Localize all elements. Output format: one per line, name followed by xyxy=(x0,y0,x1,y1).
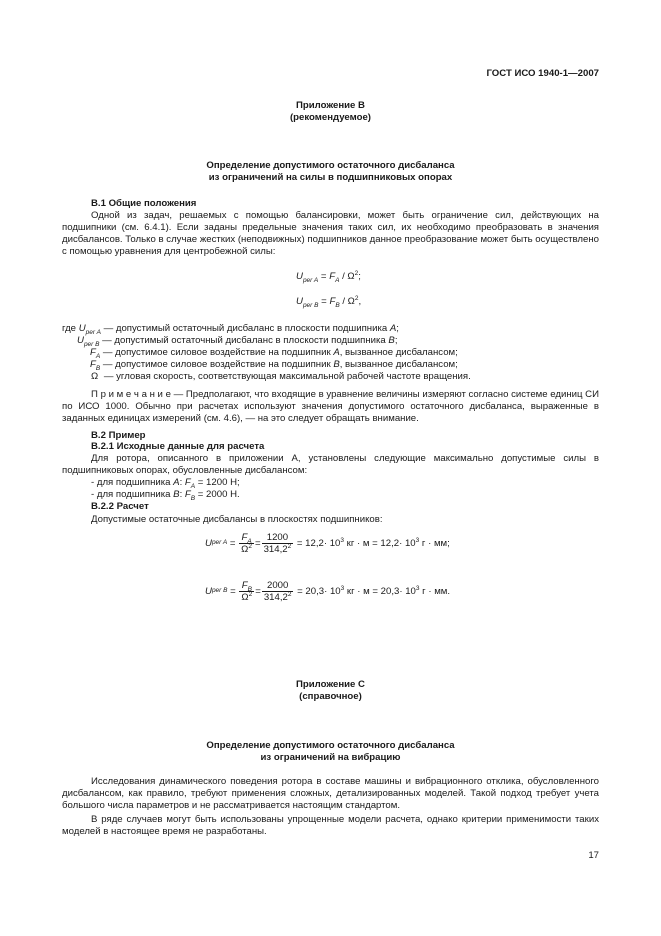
calc-b-fden-sup: 2 xyxy=(248,590,253,598)
def-italic: A xyxy=(389,323,397,334)
calc-b-fnum: F xyxy=(241,579,248,591)
appendix-b-heading-line2: из ограничений на силы в подшипниковых опорах xyxy=(208,172,453,183)
formula-b-force: F xyxy=(329,296,336,307)
force-a-bearing: A xyxy=(173,477,180,488)
calc-b-fden: Ω xyxy=(241,591,249,603)
formula-a-force: F xyxy=(329,271,336,282)
formula-a-end: ; xyxy=(358,271,361,282)
def-symbol-sub: B xyxy=(95,364,101,372)
appendix-c-heading-line1: Определение допустимого остаточного дисбаланса xyxy=(206,740,455,751)
formula-a-force-sub: A xyxy=(335,276,340,284)
standard-header: ГОСТ ИСО 1940-1—2007 xyxy=(486,68,599,79)
formula-a-lhs-sub: per A xyxy=(302,276,319,284)
definition-row xyxy=(62,323,399,335)
calc-a-units2: г · мм; xyxy=(419,537,450,549)
def-italic: B xyxy=(333,359,340,370)
formula-u-per-b: $U_{per B} = F_B / \Omega^2$, xyxy=(296,294,362,309)
def-symbol: F xyxy=(90,359,96,370)
def-symbol-sub: per B xyxy=(83,340,100,348)
page-number: 17 xyxy=(588,850,599,861)
calc-a-lhs: U xyxy=(205,537,212,549)
force-b-colon: : xyxy=(179,489,185,500)
force-b-sym: F xyxy=(184,489,191,500)
appendix-b-heading-line1: Определение допустимого остаточного дисбаланса xyxy=(206,160,455,171)
section-b21-title: В.2.1 Исходные данные для расчета xyxy=(91,441,265,452)
def-italic: A xyxy=(333,347,340,358)
section-b21-paragraph: Для ротора, описанного в приложении А, установлены следующие максимально допустимые силы в подшипниковых опорах, обусловленные дисбалансом: xyxy=(62,453,599,476)
calc-a-fden: Ω xyxy=(241,543,249,555)
definition-row xyxy=(91,371,471,383)
appendix-b-status: (рекомендуемое) xyxy=(289,112,371,123)
calc-a-fnum: F xyxy=(241,531,248,543)
section-b2-title: В.2 Пример xyxy=(91,430,146,441)
definition-row xyxy=(77,335,398,347)
def-symbol-sub: A xyxy=(95,352,101,360)
formula-b-lhs-sub: per B xyxy=(302,301,319,309)
calc-b-den-sup: 2 xyxy=(287,590,292,598)
calc-b-num: 2000 xyxy=(262,580,294,592)
def-text: — допустимое силовое воздействие на подшипник xyxy=(102,359,334,370)
formula-b-sup: 2 xyxy=(354,294,359,302)
calc-a-fden-sup: 2 xyxy=(248,542,252,550)
appendix-b-title: Приложение В xyxy=(296,100,365,111)
def-text: — угловая скорость, соответствующая максимальной рабочей частоте вращения. xyxy=(103,371,471,382)
def-symbol: Ω xyxy=(91,371,99,382)
def-text: — допустимый остаточный дисбаланс в плоскости подшипника xyxy=(103,323,390,334)
formula-b-end: , xyxy=(358,296,362,307)
calc-b-fnum-sub: B xyxy=(247,585,252,593)
calc-b-lhs: U xyxy=(205,585,212,597)
definition-row xyxy=(90,359,458,371)
def-text: — допустимый остаточный дисбаланс в плоскости подшипника xyxy=(102,335,389,346)
def-end: , вызванное дисбалансом; xyxy=(339,359,458,370)
section-b1-title: В.1 Общие положения xyxy=(91,198,197,209)
def-symbol-sub: per A xyxy=(85,328,101,336)
force-b-sub: B xyxy=(190,494,196,502)
appendix-c-paragraph-2: В ряде случаев могут быть использованы упрощенные модели расчета, однако критерии применимости таких моделей в настоящее время не разработаны. xyxy=(62,814,599,837)
calc-a-res-sup: 3 xyxy=(340,536,344,544)
calc-b-res-sup2: 3 xyxy=(415,584,420,592)
force-a-prefix: - для подшипника xyxy=(91,477,174,488)
note-label: П р и м е ч а н и е — xyxy=(91,389,184,400)
appendix-c-status: (справочное) xyxy=(299,691,362,702)
appendix-c-heading-line2: из ограничений на вибрацию xyxy=(260,752,401,763)
force-a-value: = 1200 Н; xyxy=(195,477,240,488)
force-a-sym: F xyxy=(184,477,191,488)
force-b-bearing: B xyxy=(173,489,180,500)
def-italic: B xyxy=(388,335,395,346)
section-b1-paragraph: Одной из задач, решаемых с помощью балансировки, может быть ограничение сил, действующих на подшипники (см. 6.4.1). Если заданы предельные значения таких сил, их необходимо преобразовать в значения дисбалансов. Только в случае жестких (неподвижных) подшипников данное преобразование может быть осуществлено с помощью уравнения для центробежной силы: xyxy=(62,210,599,257)
formula-a-rest: / Ω xyxy=(339,271,355,282)
calc-b-res-sup: 3 xyxy=(340,584,345,592)
calc-a-fnum-sub: A xyxy=(247,537,252,545)
calc-a: U per A = $\frac{F_A}{\Omega^2}$ = $\frac{1200}{314,2^2}$ = $12,2\cdot 10^3$ кг · $м = 12,2\cdot 10^3$ г · мм; xyxy=(205,531,450,555)
appendix-c-paragraph-1: Исследования динамического поведения ротора в составе машины и вибрационного отклика, обусловленного дисбалансом, как правило, требуют применения сложных, детализированных моделей. Такой подход требует учета большого числа параметров и не рассматривается настоящим стандартом. xyxy=(62,776,599,811)
calc-a-res-sup2: 3 xyxy=(415,536,420,544)
def-end: , вызванное дисбалансом; xyxy=(339,347,458,358)
note xyxy=(62,389,599,425)
force-b-line xyxy=(91,489,240,501)
calc-b-units2: г · мм. xyxy=(419,585,451,597)
formula-a-sup: 2 xyxy=(354,269,359,277)
definition-row xyxy=(90,347,458,359)
section-b22-title: В.2.2 Расчет xyxy=(91,501,149,512)
appendix-c-title: Приложение С xyxy=(296,679,365,690)
calc-a-units: кг · м = 12,2· 10 xyxy=(344,537,416,549)
section-b22-paragraph: Допустимые остаточные дисбалансы в плоскостях подшипников: xyxy=(91,514,383,525)
force-b-prefix: - для подшипника xyxy=(91,489,174,500)
force-a-colon: : xyxy=(179,477,185,488)
def-symbol: U xyxy=(78,323,86,334)
def-end: ; xyxy=(394,335,398,346)
calc-a-eq: = xyxy=(227,537,239,549)
def-symbol: F xyxy=(90,347,96,358)
force-b-value: = 2000 Н. xyxy=(195,489,240,500)
note-text: Предполагают, что входящие в уравнение величины измеряют согласно системе единиц СИ по ИСО 1000. Обычно при расчетах используют значения допустимого остаточного дисбаланса, выраженные в заданных единицах измерений (см. 4.6), — на это следует обращать внимание. xyxy=(62,389,599,424)
calc-a-num: 1200 xyxy=(262,532,294,544)
calc-b: U per B = $\frac{F_B}{\Omega^2}$ = $\frac{2000}{314,2^2}$ = $20,3\cdot 10^3$ кг · $м = 20,3\cdot 10^3$ г · мм. xyxy=(205,579,451,603)
formula-b-force-sub: B xyxy=(335,301,340,309)
formula-b-rest: / Ω xyxy=(339,296,355,307)
formula-u-per-a: $U_{per A} = F_A / \Omega^2$; xyxy=(296,269,361,284)
calc-a-symbolic-fraction xyxy=(239,532,254,555)
calc-a-den-sup: 2 xyxy=(287,542,292,550)
calc-a-result: = 12,2· 10 xyxy=(294,537,341,549)
calc-b-result: = 20,3· 10 xyxy=(294,585,341,597)
def-text: — допустимое силовое воздействие на подшипник xyxy=(102,347,334,358)
def-symbol: U xyxy=(77,335,84,346)
force-a-sub: A xyxy=(190,482,196,490)
calc-b-symbolic-fraction xyxy=(239,580,254,603)
calc-b-eq: = xyxy=(227,585,239,597)
force-a-line xyxy=(91,477,240,489)
calc-b-units: кг · м = 20,3· 10 xyxy=(344,585,416,597)
formula-b-lhs: U xyxy=(296,296,303,307)
calc-b-den: 314,2 xyxy=(263,591,288,603)
def-end: ; xyxy=(396,323,399,334)
calc-a-numeric-fraction xyxy=(262,532,294,555)
where-prefix: где xyxy=(62,323,77,334)
calc-a-den: 314,2 xyxy=(263,543,288,555)
formula-a-lhs: U xyxy=(296,271,303,282)
calc-b-numeric-fraction xyxy=(262,580,294,603)
